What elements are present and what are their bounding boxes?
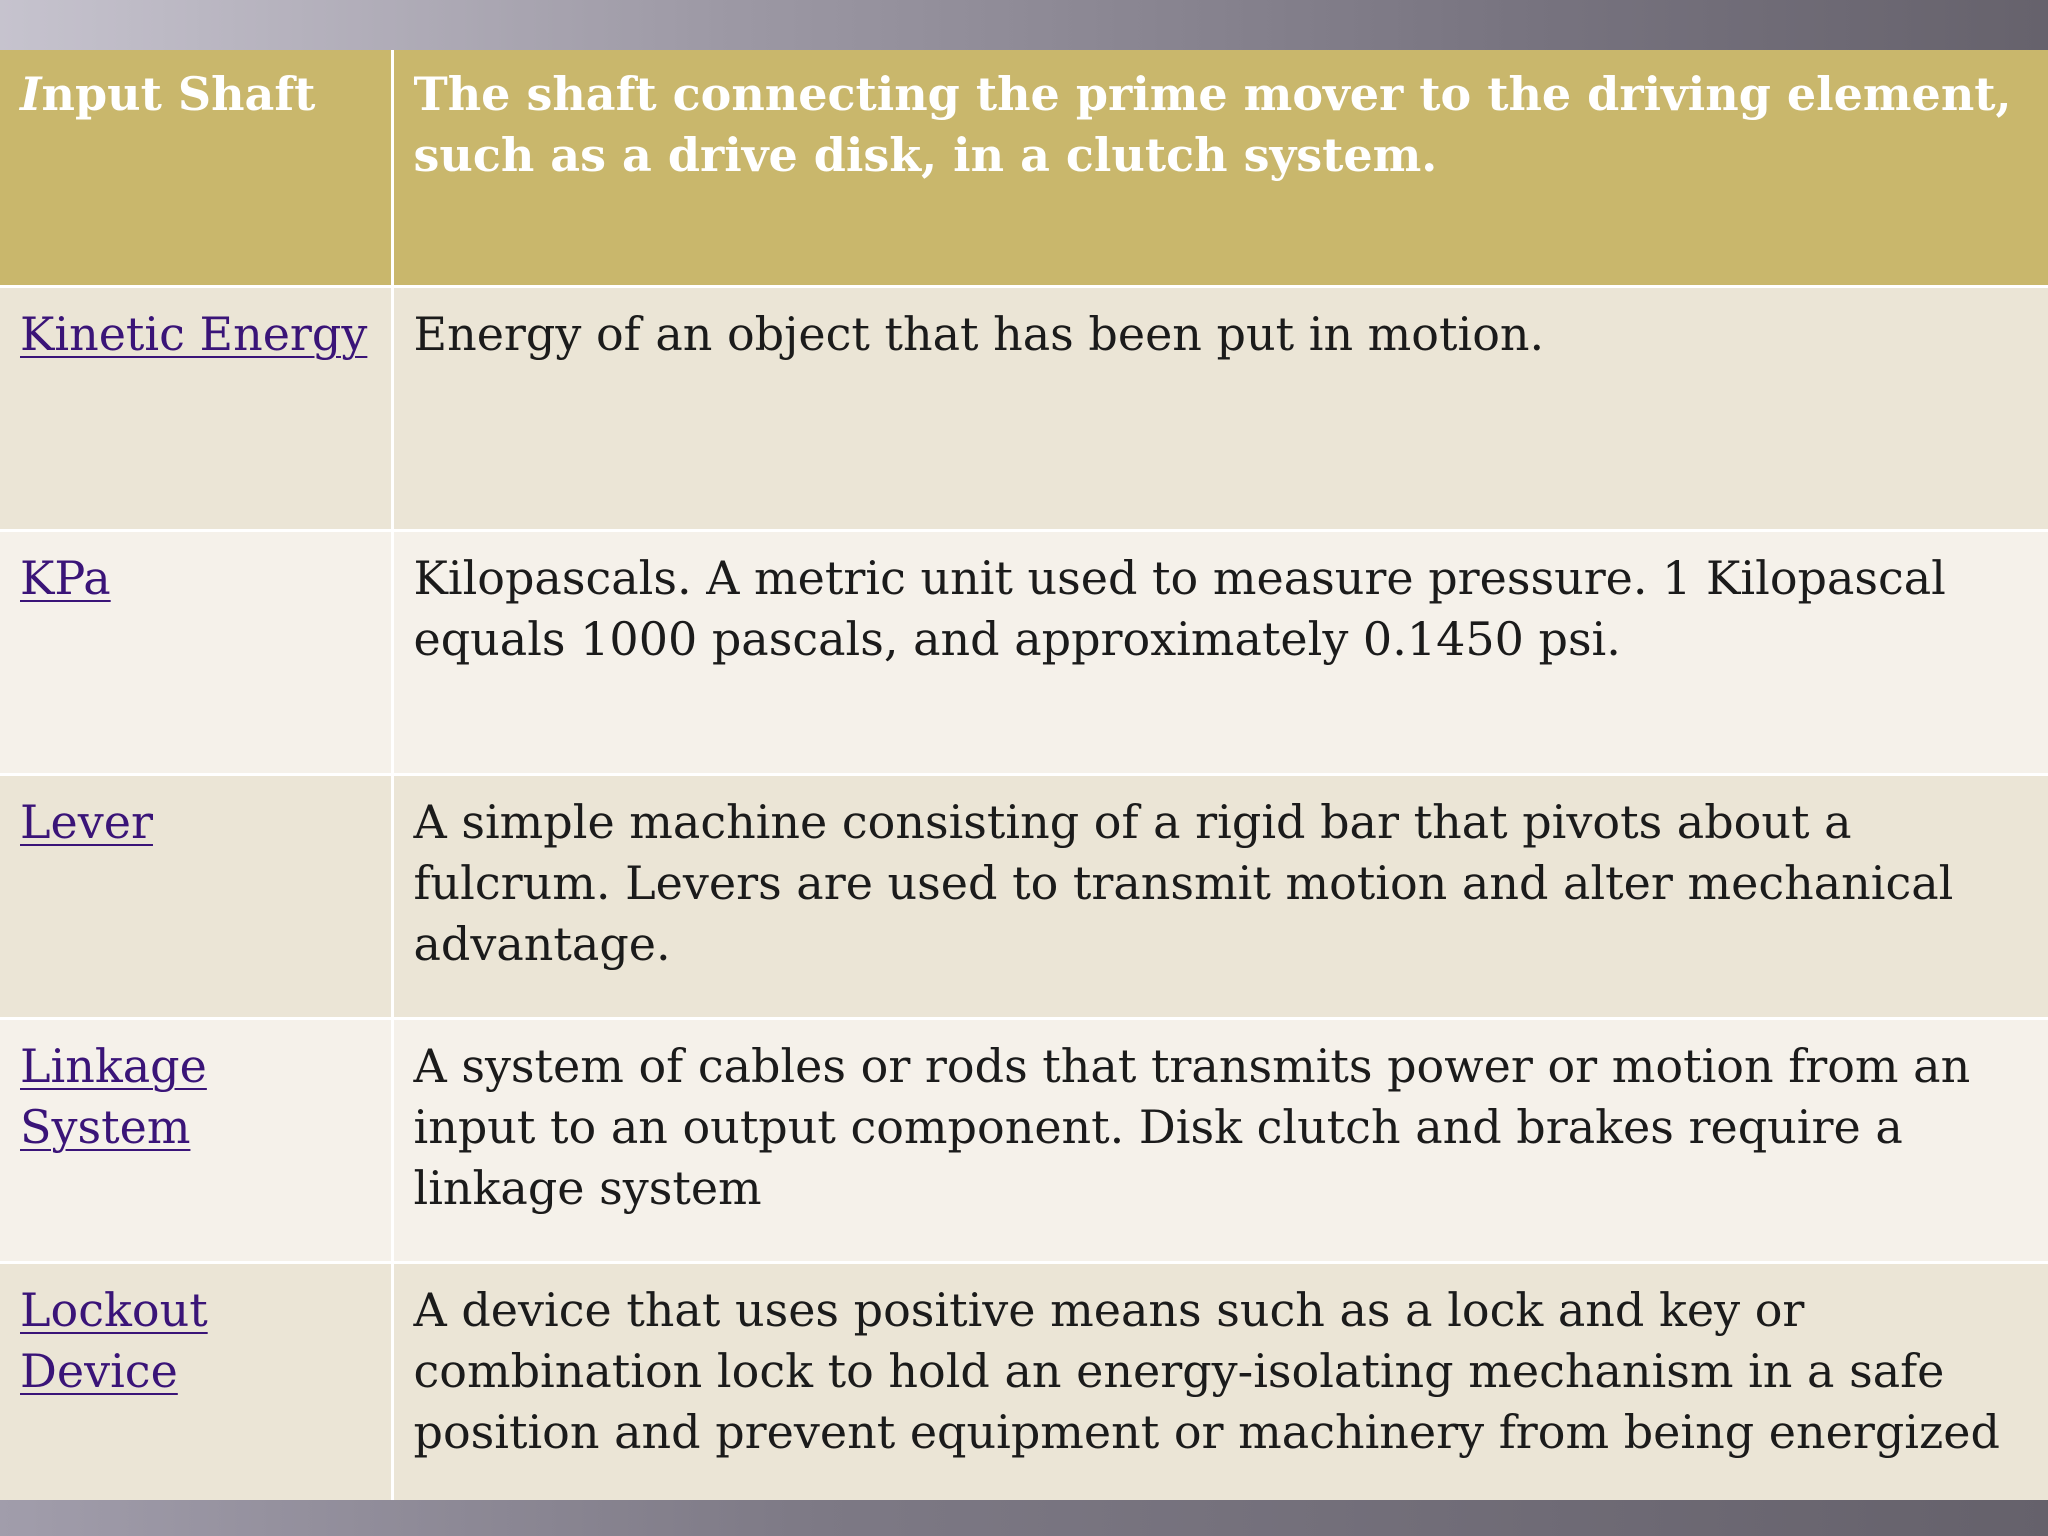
definition-cell-input-shaft: The shaft connecting the prime mover to the driving element, such as a drive disk, in a clutch system. bbox=[392, 50, 2048, 287]
term-cell-input-shaft bbox=[0, 50, 392, 287]
glossary-table bbox=[0, 50, 2048, 1510]
term-link-kpa[interactable]: KPa bbox=[20, 551, 111, 605]
definition-cell: A device that uses positive means such as a lock and key or combination lock to hold an energy-isolating mechanism in a safe position and prevent equipment or machinery from being energized bbox=[392, 1263, 2048, 1509]
slide-top-band bbox=[0, 0, 2048, 52]
term-link-lockout-device[interactable]: Lockout Device bbox=[20, 1283, 208, 1398]
slide-bottom-band bbox=[0, 1500, 2048, 1536]
table-row bbox=[0, 287, 2048, 531]
term-rest: nput Shaft bbox=[41, 67, 316, 121]
term-cell bbox=[0, 531, 392, 775]
term-link-kinetic-energy[interactable]: Kinetic Energy bbox=[20, 307, 368, 361]
term-link-linkage-system[interactable]: Linkage System bbox=[20, 1039, 207, 1154]
term-cell bbox=[0, 775, 392, 1019]
definition-cell: A simple machine consisting of a rigid bar that pivots about a fulcrum. Levers are used to transmit motion and alter mechanical advantage. bbox=[392, 775, 2048, 1019]
term-cell bbox=[0, 1263, 392, 1509]
definition-cell: Energy of an object that has been put in motion. bbox=[392, 287, 2048, 531]
term-cell bbox=[0, 287, 392, 531]
table-row bbox=[0, 531, 2048, 775]
term-initial: I bbox=[20, 67, 42, 121]
definition-cell: Kilopascals. A metric unit used to measure pressure. 1 Kilopascal equals 1000 pascals, and approximately 0.1450 psi. bbox=[392, 531, 2048, 775]
term-link-lever[interactable]: Lever bbox=[20, 795, 153, 849]
table-row bbox=[0, 1019, 2048, 1263]
definition-cell: A system of cables or rods that transmits power or motion from an input to an output component. Disk clutch and brakes require a linkage system bbox=[392, 1019, 2048, 1263]
table-row bbox=[0, 775, 2048, 1019]
table-row bbox=[0, 1263, 2048, 1509]
table-header-row bbox=[0, 50, 2048, 287]
term-cell bbox=[0, 1019, 392, 1263]
